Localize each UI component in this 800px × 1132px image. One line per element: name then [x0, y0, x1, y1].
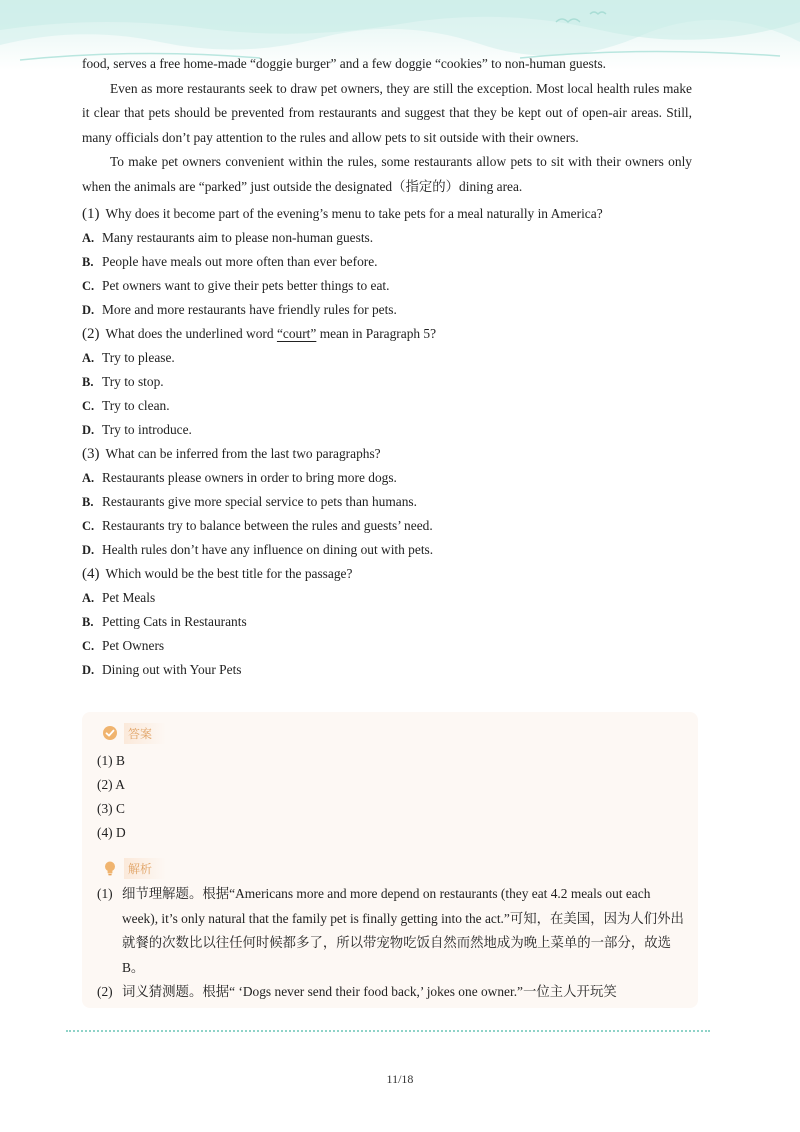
option-text: More and more restaurants have friendly rules for pets. [102, 302, 397, 317]
option-text: Try to clean. [102, 398, 170, 413]
answer-box [82, 712, 698, 1008]
question-2 [82, 322, 692, 442]
analysis-number: (1) [97, 886, 113, 901]
option-a[interactable] [82, 586, 692, 610]
question-text: Which would be the best title for the passage? [105, 566, 353, 581]
option-text: Pet Owners [102, 638, 165, 653]
question-number: (3) [82, 446, 100, 462]
option-a[interactable] [82, 346, 692, 370]
footer-divider [66, 1030, 710, 1032]
option-letter: C. [82, 399, 95, 413]
option-letter: D. [82, 303, 95, 317]
question-number: (1) [82, 206, 100, 222]
check-badge-icon [102, 725, 118, 741]
option-b[interactable] [82, 610, 692, 634]
option-text: Dining out with Your Pets [102, 662, 242, 677]
option-letter: B. [82, 615, 94, 629]
question-stem [82, 202, 692, 226]
analysis-item [97, 882, 687, 980]
answer-item: (2) A [97, 777, 125, 792]
page-number: 11/18 [386, 1072, 414, 1086]
passage [82, 52, 692, 199]
analysis-item [97, 980, 687, 1005]
option-b[interactable] [82, 250, 692, 274]
option-text: Pet owners want to give their pets better things to eat. [102, 278, 390, 293]
analysis-list [97, 882, 687, 1005]
option-c[interactable] [82, 514, 692, 538]
option-text: Many restaurants aim to please non-human guests. [102, 230, 374, 245]
option-d[interactable] [82, 658, 692, 682]
option-d[interactable] [82, 298, 692, 322]
option-letter: B. [82, 375, 94, 389]
analysis-text: 细节理解题。根据“Americans more and more depend on restaurants (they eat 4.2 meals out each week), it’s only natural that the family pet is finally getting into the act.”可知，在美国，因为人们外出就餐的次数比以往任何时候都多了，所以带宠物吃饭自然而然地成为晚上菜单的一部分，故选B。 [122, 886, 684, 975]
analysis-text: 词义猜测题。根据“ ‘Dogs never send their food back,’ jokes one owner.”一位主人开玩笑 [122, 984, 617, 999]
option-letter: D. [82, 663, 95, 677]
option-letter: B. [82, 255, 94, 269]
option-text: Health rules don’t have any influence on dining out with pets. [102, 542, 434, 557]
option-b[interactable] [82, 490, 692, 514]
option-d[interactable] [82, 538, 692, 562]
question-stem [82, 442, 692, 466]
question-stem [82, 562, 692, 586]
option-text: Petting Cats in Restaurants [102, 614, 247, 629]
option-text: Pet Meals [102, 590, 156, 605]
option-letter: B. [82, 495, 94, 509]
option-letter: D. [82, 543, 95, 557]
question-number: (4) [82, 566, 100, 582]
option-letter: C. [82, 519, 95, 533]
passage-paragraph: food, serves a free home-made “doggie burger” and a few doggie “cookies” to non-human guests. [82, 56, 607, 71]
option-b[interactable] [82, 370, 692, 394]
question-3 [82, 442, 692, 562]
analysis-number: (2) [97, 984, 113, 999]
option-letter: A. [82, 471, 95, 485]
question-stem [82, 322, 692, 346]
question-text: Why does it become part of the evening’s menu to take pets for a meal naturally in America? [105, 206, 603, 221]
option-c[interactable] [82, 394, 692, 418]
option-text: Try to stop. [102, 374, 164, 389]
option-text: Restaurants please owners in order to bring more dogs. [102, 470, 397, 485]
answer-item: (3) C [97, 801, 125, 816]
option-a[interactable] [82, 226, 692, 250]
option-letter: C. [82, 279, 95, 293]
answer-item: (4) D [97, 825, 126, 840]
option-letter: A. [82, 351, 95, 365]
passage-paragraph: To make pet owners convenient within the rules, some restaurants allow pets to sit with their owners only when the animals are “parked” just outside the designated（指定的）dining area. [82, 154, 692, 194]
question-1 [82, 202, 692, 322]
option-text: Try to introduce. [102, 422, 192, 437]
underlined-word: “court” [276, 326, 317, 341]
answer-tag [102, 722, 166, 744]
option-text: People have meals out more often than ever before. [102, 254, 378, 269]
option-a[interactable] [82, 466, 692, 490]
option-letter: C. [82, 639, 95, 653]
passage-paragraph: Even as more restaurants seek to draw pet owners, they are still the exception. Most local health rules make it clear that pets should be prevented from restaurants and suggest that they be kept out of open-air areas. Still, many officials don’t pay attention to the rules and allow pets to sit outside with their owners. [82, 80, 692, 145]
analysis-label: 解析 [124, 858, 166, 879]
answer-item: (1) B [97, 753, 125, 768]
option-c[interactable] [82, 634, 692, 658]
question-number: (2) [82, 326, 100, 342]
questions-section [82, 202, 692, 682]
lightbulb-icon [102, 860, 118, 876]
question-text: What does the underlined word [105, 326, 277, 341]
option-d[interactable] [82, 418, 692, 442]
question-4 [82, 562, 692, 682]
option-letter: D. [82, 423, 95, 437]
option-text: Restaurants try to balance between the rules and guests’ need. [102, 518, 433, 533]
option-letter: A. [82, 591, 95, 605]
option-letter: A. [82, 231, 95, 245]
option-c[interactable] [82, 274, 692, 298]
question-text: What can be inferred from the last two paragraphs? [105, 446, 381, 461]
option-text: Restaurants give more special service to pets than humans. [102, 494, 417, 509]
option-text: Try to please. [102, 350, 175, 365]
analysis-tag [102, 857, 166, 879]
answer-label: 答案 [124, 723, 166, 744]
question-text: mean in Paragraph 5? [316, 326, 437, 341]
